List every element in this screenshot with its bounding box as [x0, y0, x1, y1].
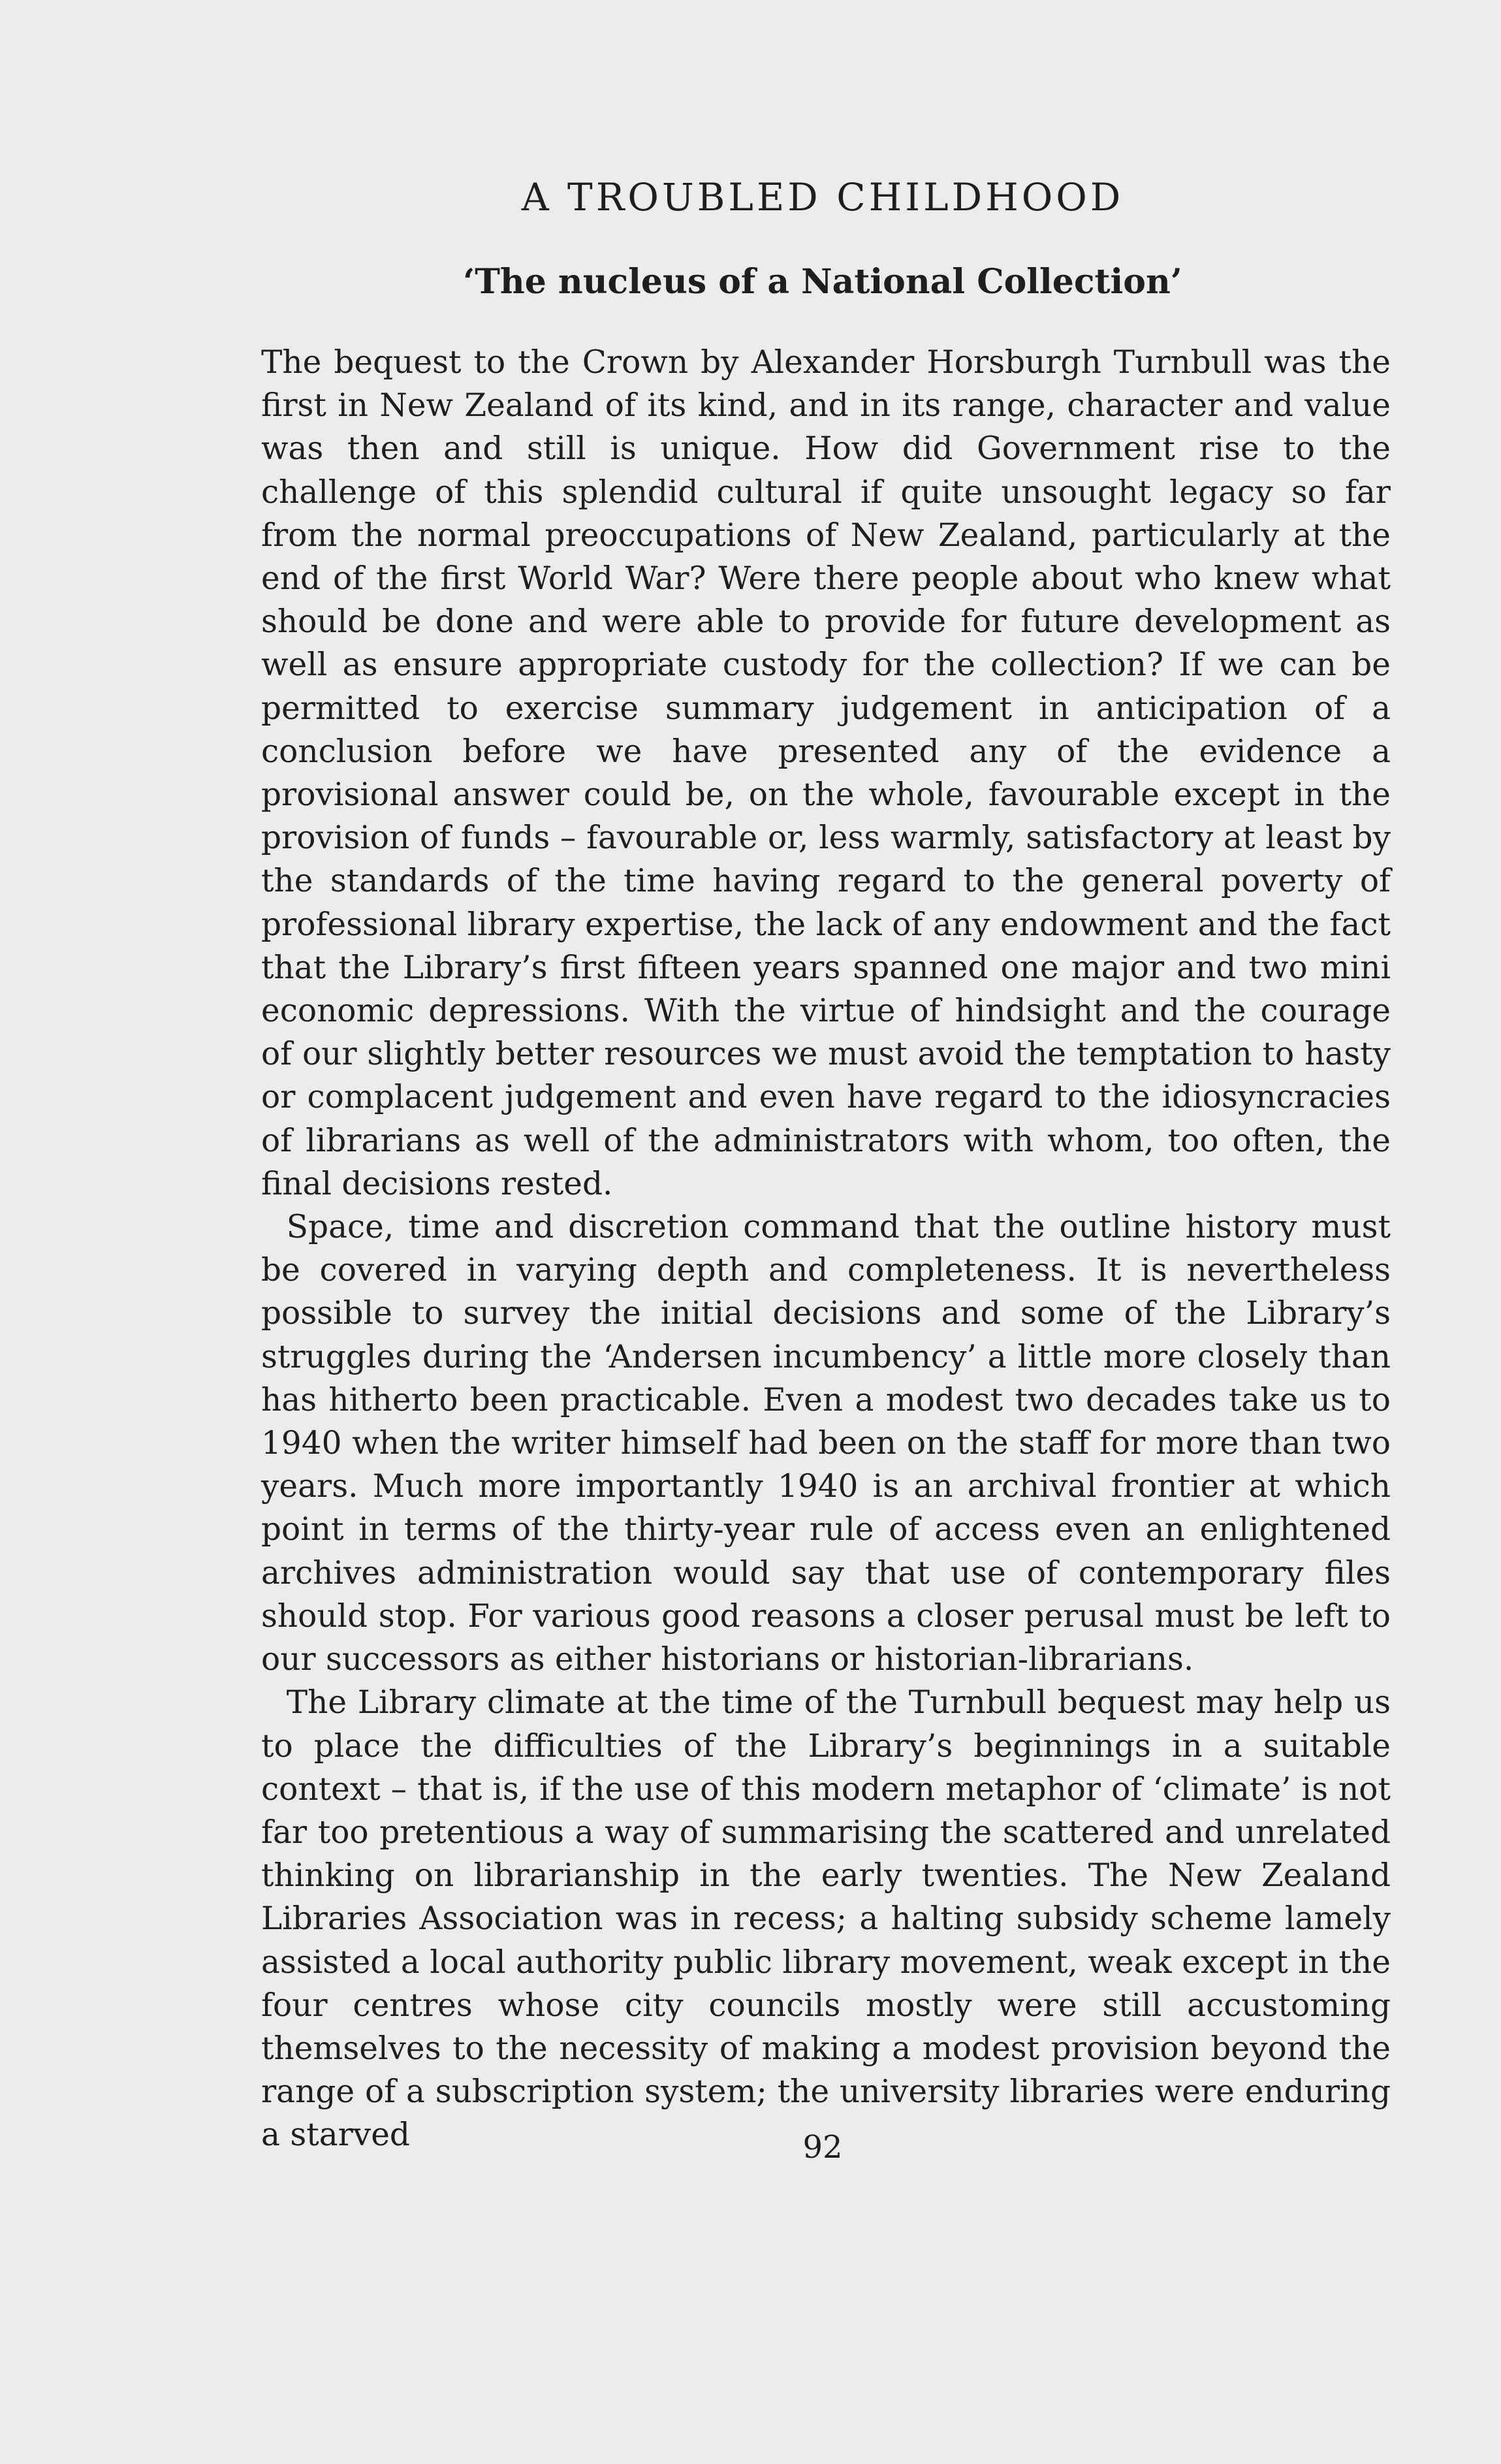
paragraph-2: Space, time and discretion command that the outline history must be covered in varying depth and completeness. It is nevertheless possible to survey the initial decisions and some of the Library’s struggles during the ‘Andersen incumbency’ a little more closely than has hitherto been practicable. Even a modest two decades take us to 1940 when the writer himself had been on the staff for more than two years. Much more importantly 1940 is an archival frontier at which point in terms of the thirty-year rule of access even an enlightened archives administration would say that use of contemporary files should stop. For various good reasons a closer perusal must be left to our successors as either historians or historian-librarians. [261, 1209, 1391, 1678]
paragraph-1: The bequest to the Crown by Alexander Horsburgh Turnbull was the first in New Zealand of its kind, and in its range, character and value was then and still is unique. How did Government rise to the challenge of this splendid cultural if quite unsought legacy so far from the normal preoccupations of New Zealand, particularly at the end of the first World War? Were there people about who knew what should be done and were able to provide for future development as well as ensure appropriate custody for the collection? If we can be permitted to exercise summary judgement in anticipation of a conclusion before we have presented any of the evidence a provisional answer could be, on the whole, favourable except in the provision of funds – favourable or, less warmly, satisfactory at least by the standards of the time having regard to the general poverty of professional library expertise, the lack of any endowment and the fact that the Library’s first fifteen years spanned one major and two mini economic depressions. With the virtue of hindsight and the courage of our slightly better resources we must avoid the temptation to hasty or complacent judgement and even have regard to the idiosyncracies of librarians as well of the administrators with whom, too often, the final decisions rested. [261, 344, 1391, 1202]
page-number: 92 [802, 2129, 843, 2166]
chapter-title: A TROUBLED CHILDHOOD [521, 175, 1124, 219]
section-subtitle: ‘The nucleus of a National Collection’ [463, 262, 1182, 302]
paragraph-3: The Library climate at the time of the Turnbull bequest may help us to place the difficulties of the Library’s beginnings in a suitable context – that is, if the use of this modern metaphor of ‘climate’ is not far too pretentious a way of summarising the scattered and unrelated thinking on librarianship in the early twenties. The New Zealand Libraries Association was in recess; a halting subsidy scheme lamely assisted a local authority public library movement, weak except in the four centres whose city councils mostly were still accustoming themselves to the necessity of making a modest provision beyond the range of a subscription system; the university libraries were enduring a starved [261, 1684, 1391, 2154]
body-text [261, 341, 1391, 2157]
